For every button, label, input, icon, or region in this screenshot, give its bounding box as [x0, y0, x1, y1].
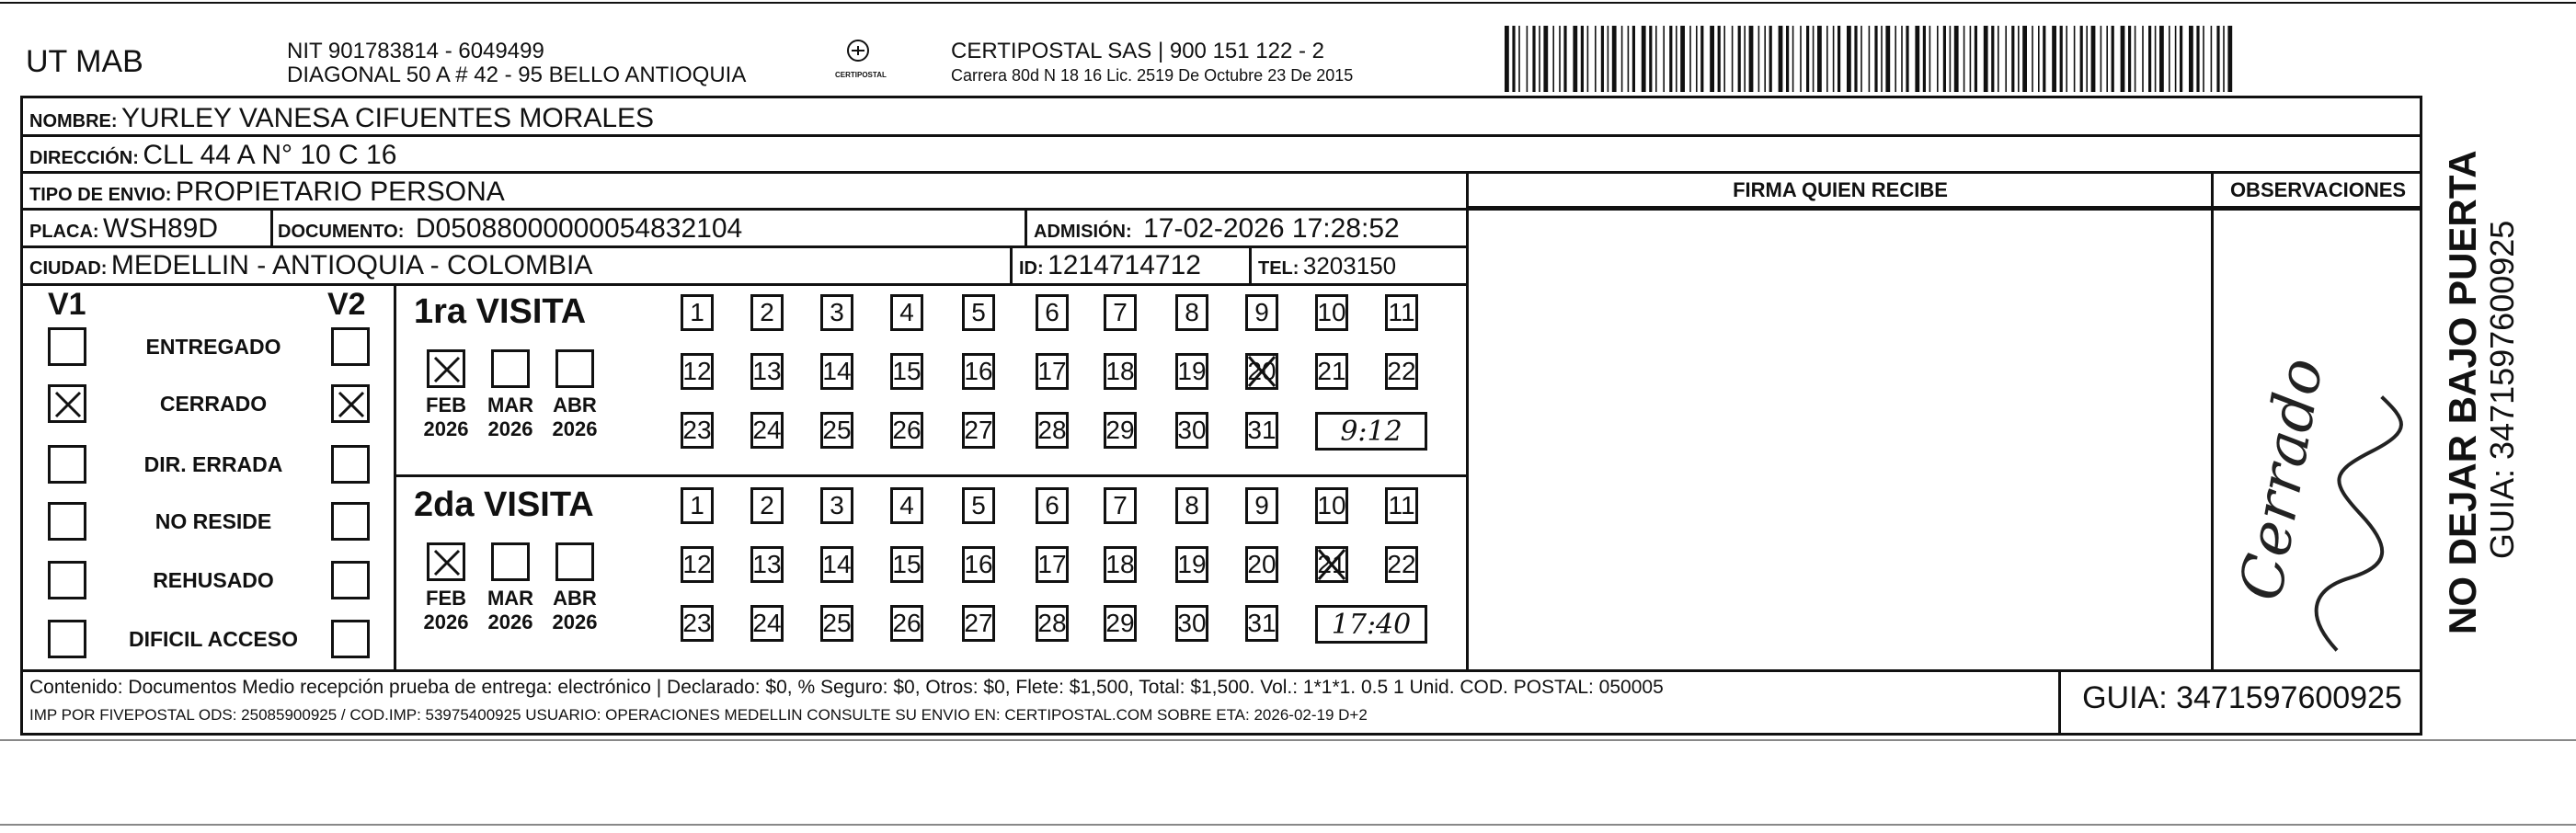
second-day-box[interactable]: 10: [1315, 487, 1348, 524]
nombre-row: [29, 103, 654, 134]
first-day-box[interactable]: 8: [1175, 294, 1208, 331]
first-month-checkbox[interactable]: [427, 349, 465, 388]
first-day-box[interactable]: 31: [1245, 412, 1278, 449]
barcode: [1505, 26, 2240, 92]
tel-value: 3203150: [1302, 252, 1397, 280]
v2-header: V2: [327, 287, 366, 322]
second-day-box[interactable]: 22: [1385, 546, 1418, 583]
id-value: 1214714712: [1048, 250, 1201, 280]
second-day-box[interactable]: 26: [890, 605, 923, 642]
month-year: 2026: [487, 610, 533, 633]
v2-checkbox[interactable]: [331, 502, 370, 541]
second-day-box[interactable]: 12: [681, 546, 714, 583]
tel-cell: [1258, 252, 1396, 280]
carrier-logo: [835, 39, 887, 79]
first-day-box[interactable]: 18: [1104, 353, 1137, 390]
first-month-checkbox[interactable]: [555, 349, 594, 388]
second-day-box[interactable]: 20: [1245, 546, 1278, 583]
footer-contenido: Contenido: Documentos Medio recepción prueba de entrega: electrónico | Declarado: $0, % Seguro: $0, Otros: $0, Flete: $1,500, Total: $1,500. Vol.: 1*1*1. 0.5 1 Unid. COD. POSTAL: 050005: [29, 677, 1664, 698]
top-edge: [0, 2, 2576, 4]
month-name: MAR: [487, 587, 534, 610]
first-day-box[interactable]: 25: [820, 412, 853, 449]
x-mark-icon: [338, 391, 365, 418]
tipo-value: PROPIETARIO PERSONA: [175, 177, 505, 207]
side-guia: GUIA: 3471597600925: [2483, 220, 2521, 559]
observaciones-handwriting: [2226, 213, 2419, 664]
footer-imp: IMP POR FIVEPOSTAL ODS: 25085900925 / COD.IMP: 53975400925 USUARIO: OPERACIONES MEDELLIN CONSULTE SU ENVIO EN: CERTIPOSTAL.COM SOBRE ETA: 2026-02-19 D+2: [29, 706, 1368, 724]
first-day-box[interactable]: 27: [962, 412, 995, 449]
carrier-address: Carrera 80d N 18 16 Lic. 2519 De Octubre 23 De 2015: [951, 66, 1354, 85]
v1-checkbox[interactable]: [48, 502, 86, 541]
v1-header: V1: [48, 287, 86, 322]
second-day-box[interactable]: 8: [1175, 487, 1208, 524]
month-name: ABR: [553, 587, 597, 610]
second-day-box[interactable]: 19: [1175, 546, 1208, 583]
v2-checkbox[interactable]: [331, 445, 370, 484]
second-day-box[interactable]: 29: [1104, 605, 1137, 642]
second-day-box[interactable]: 2: [750, 487, 784, 524]
logo-emblem-icon: [835, 39, 881, 66]
first-day-box[interactable]: 24: [750, 412, 784, 449]
second-month-label: [414, 587, 478, 634]
first-day-box[interactable]: 17: [1036, 353, 1069, 390]
footer-guia: GUIA: 3471597600925: [2082, 680, 2402, 715]
second-month-checkbox[interactable]: [555, 542, 594, 581]
first-day-box[interactable]: 9: [1245, 294, 1278, 331]
second-day-box[interactable]: 13: [750, 546, 784, 583]
documento-value: D05088000000054832104: [415, 213, 743, 244]
first-day-box[interactable]: 15: [890, 353, 923, 390]
second-day-box[interactable]: 28: [1036, 605, 1069, 642]
sender-name: UT MAB: [26, 44, 143, 79]
v2-checkbox[interactable]: [331, 620, 370, 658]
first-day-box[interactable]: 10: [1315, 294, 1348, 331]
x-mark-icon: [433, 549, 461, 576]
first-day-box[interactable]: 12: [681, 353, 714, 390]
tel-label: TEL:: [1258, 258, 1299, 279]
first-time-box[interactable]: 9:12: [1315, 412, 1427, 451]
second-day-box[interactable]: 1: [681, 487, 714, 524]
documento-cell: [278, 213, 742, 245]
second-month-checkbox[interactable]: [491, 542, 530, 581]
ciudad-label: CIUDAD:: [29, 258, 108, 279]
month-name: ABR: [553, 394, 597, 416]
month-name: FEB: [426, 587, 466, 610]
first-month-checkbox[interactable]: [491, 349, 530, 388]
second-day-box[interactable]: 31: [1245, 605, 1278, 642]
v2-checkbox[interactable]: [331, 561, 370, 599]
handwriting-word-1: Cerrado: [2227, 353, 2337, 606]
v2-checkbox[interactable]: [331, 384, 370, 423]
first-day-box[interactable]: 29: [1104, 412, 1137, 449]
admision-value: 17-02-2026 17:28:52: [1143, 213, 1400, 244]
ciudad-value: MEDELLIN - ANTIOQUIA - COLOMBIA: [110, 250, 593, 280]
month-year: 2026: [487, 417, 533, 440]
status-label: DIR. ERRADA: [143, 452, 283, 476]
placa-value: WSH89D: [103, 213, 219, 244]
first-month-label: [543, 394, 607, 441]
status-label: DIFICIL ACCESO: [128, 627, 298, 651]
second-month-checkbox[interactable]: [427, 542, 465, 581]
second-day-box[interactable]: 21: [1315, 546, 1348, 583]
direccion-row: [29, 140, 396, 171]
first-month-label: [478, 394, 543, 441]
nombre-label: NOMBRE:: [29, 111, 118, 131]
admision-cell: [1034, 213, 1400, 245]
second-day-box[interactable]: 14: [820, 546, 853, 583]
first-day-box[interactable]: 30: [1175, 412, 1208, 449]
x-mark-icon: [433, 356, 461, 383]
day-x-mark-icon: [1316, 547, 1347, 582]
second-day-box[interactable]: 4: [890, 487, 923, 524]
carrier-name: CERTIPOSTAL SAS | 900 151 122 - 2: [951, 39, 1324, 63]
first-day-box[interactable]: 16: [962, 353, 995, 390]
first-day-box[interactable]: 1: [681, 294, 714, 331]
first-day-box[interactable]: 20: [1245, 353, 1278, 390]
observaciones-header: OBSERVACIONES: [2229, 178, 2407, 201]
logo-text: CERTIPOSTAL: [835, 71, 887, 79]
day-x-mark-icon: [1246, 354, 1277, 389]
sender-nit: NIT 901783814 - 6049499: [287, 39, 544, 63]
sender-address: DIAGONAL 50 A # 42 - 95 BELLO ANTIOQUIA: [287, 63, 747, 87]
status-label: NO RESIDE: [155, 509, 272, 533]
first-month-label: [414, 394, 478, 441]
second-month-label: [543, 587, 607, 634]
first-visit-title: 1ra VISITA: [414, 292, 587, 331]
documento-label: DOCUMENTO:: [278, 222, 405, 242]
v2-checkbox[interactable]: [331, 327, 370, 366]
second-day-box[interactable]: 16: [962, 546, 995, 583]
first-day-box[interactable]: 21: [1315, 353, 1348, 390]
nombre-value: YURLEY VANESA CIFUENTES MORALES: [121, 103, 655, 133]
second-day-box[interactable]: 7: [1104, 487, 1137, 524]
second-day-box[interactable]: 23: [681, 605, 714, 642]
status-label: REHUSADO: [153, 568, 274, 592]
first-day-box[interactable]: 11: [1385, 294, 1418, 331]
v1-checkbox[interactable]: [48, 620, 86, 658]
x-mark-icon: [54, 391, 82, 418]
first-day-box[interactable]: 22: [1385, 353, 1418, 390]
first-day-box[interactable]: 28: [1036, 412, 1069, 449]
second-day-box[interactable]: 6: [1036, 487, 1069, 524]
ciudad-cell: [29, 250, 592, 281]
second-month-label: [478, 587, 543, 634]
second-day-box[interactable]: 5: [962, 487, 995, 524]
second-visit-title: 2da VISITA: [414, 485, 594, 524]
v1-checkbox[interactable]: [48, 327, 86, 366]
first-day-box[interactable]: 26: [890, 412, 923, 449]
direccion-label: DIRECCIÓN:: [29, 148, 139, 168]
tear-line: [0, 739, 2576, 741]
second-day-box[interactable]: 17: [1036, 546, 1069, 583]
second-day-box[interactable]: 25: [820, 605, 853, 642]
placa-label: PLACA:: [29, 222, 99, 242]
first-day-box[interactable]: 6: [1036, 294, 1069, 331]
first-day-box[interactable]: 19: [1175, 353, 1208, 390]
v1-checkbox[interactable]: [48, 561, 86, 599]
id-label: ID:: [1019, 258, 1044, 279]
month-year: 2026: [552, 610, 598, 633]
status-label: CERRADO: [159, 392, 268, 416]
first-day-box[interactable]: 23: [681, 412, 714, 449]
first-day-box[interactable]: 3: [820, 294, 853, 331]
month-year: 2026: [552, 417, 598, 440]
second-day-box[interactable]: 11: [1385, 487, 1418, 524]
v1-checkbox[interactable]: [48, 445, 86, 484]
direccion-value: CLL 44 A N° 10 C 16: [143, 140, 397, 170]
bottom-edge: [0, 824, 2576, 826]
second-day-box[interactable]: 27: [962, 605, 995, 642]
admision-label: ADMISIÓN:: [1034, 222, 1132, 242]
second-day-box[interactable]: 18: [1104, 546, 1137, 583]
first-day-box[interactable]: 5: [962, 294, 995, 331]
status-label: ENTREGADO: [145, 335, 281, 359]
v1-checkbox[interactable]: [48, 384, 86, 423]
first-day-box[interactable]: 7: [1104, 294, 1137, 331]
second-day-box[interactable]: 24: [750, 605, 784, 642]
month-year: 2026: [423, 610, 469, 633]
side-notice: NO DEJAR BAJO PUERTA: [2441, 150, 2484, 634]
id-cell: [1019, 250, 1201, 281]
firma-header: FIRMA QUIEN RECIBE: [1733, 178, 1948, 201]
month-name: MAR: [487, 394, 534, 416]
second-day-box[interactable]: 30: [1175, 605, 1208, 642]
second-time-box[interactable]: 17:40: [1315, 605, 1427, 644]
month-name: FEB: [426, 394, 466, 416]
first-day-box[interactable]: 2: [750, 294, 784, 331]
second-day-box[interactable]: 15: [890, 546, 923, 583]
first-day-box[interactable]: 13: [750, 353, 784, 390]
month-year: 2026: [423, 417, 469, 440]
placa-cell: [29, 213, 218, 245]
second-day-box[interactable]: 3: [820, 487, 853, 524]
tipo-row: [29, 177, 505, 208]
second-day-box[interactable]: 9: [1245, 487, 1278, 524]
first-day-box[interactable]: 4: [890, 294, 923, 331]
tipo-label: TIPO DE ENVIO:: [29, 185, 172, 205]
first-day-box[interactable]: 14: [820, 353, 853, 390]
